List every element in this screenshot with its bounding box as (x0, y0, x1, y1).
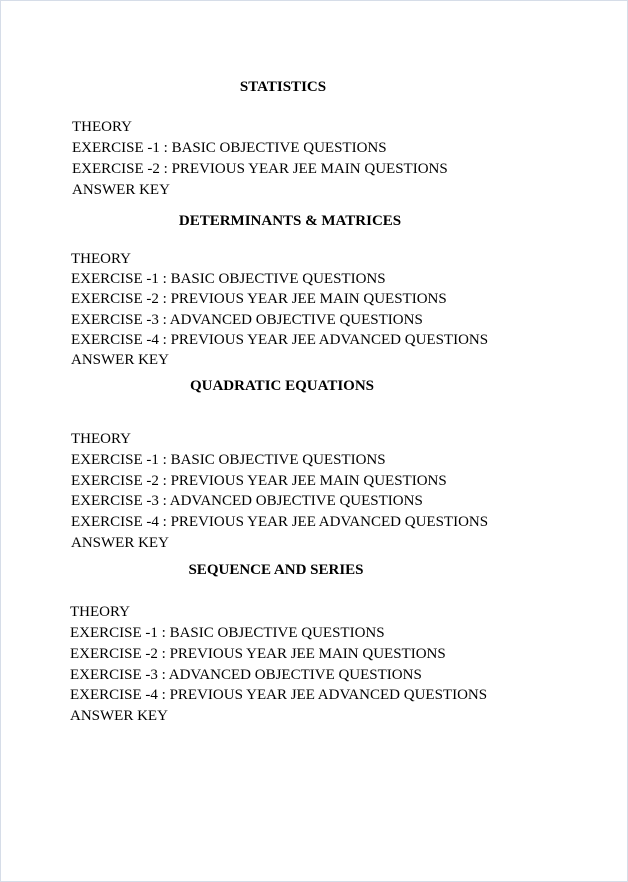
toc-item: EXERCISE -4 : PREVIOUS YEAR JEE ADVANCED QUESTIONS (71, 332, 489, 348)
toc-item: ANSWER KEY (71, 535, 169, 551)
toc-item: EXERCISE -1 : BASIC OBJECTIVE QUESTIONS (71, 452, 386, 468)
toc-item: EXERCISE -2 : PREVIOUS YEAR JEE MAIN QUESTIONS (70, 646, 446, 662)
section-title-quadratic-equations: QUADRATIC EQUATIONS (189, 378, 375, 394)
toc-item: EXERCISE -1 : BASIC OBJECTIVE QUESTIONS (71, 271, 386, 287)
toc-item: THEORY (71, 431, 131, 447)
toc-item: EXERCISE -1 : BASIC OBJECTIVE QUESTIONS (72, 140, 387, 156)
toc-item: EXERCISE -3 : ADVANCED OBJECTIVE QUESTIONS (71, 493, 423, 509)
section-title-statistics: STATISTICS (239, 79, 327, 95)
section-title-sequence-series: SEQUENCE AND SERIES (188, 562, 364, 578)
toc-item: ANSWER KEY (70, 708, 168, 724)
toc-item: ANSWER KEY (71, 352, 169, 368)
section-title-determinants-matrices: DETERMINANTS & MATRICES (178, 213, 402, 229)
toc-item: EXERCISE -4 : PREVIOUS YEAR JEE ADVANCED QUESTIONS (71, 514, 489, 530)
toc-item: THEORY (72, 119, 132, 135)
toc-item: EXERCISE -2 : PREVIOUS YEAR JEE MAIN QUESTIONS (72, 161, 448, 177)
toc-item: THEORY (71, 251, 131, 267)
toc-item: EXERCISE -3 : ADVANCED OBJECTIVE QUESTIONS (70, 667, 422, 683)
toc-item: ANSWER KEY (72, 182, 170, 198)
toc-item: EXERCISE -4 : PREVIOUS YEAR JEE ADVANCED QUESTIONS (70, 687, 488, 703)
toc-item: EXERCISE -2 : PREVIOUS YEAR JEE MAIN QUESTIONS (71, 291, 447, 307)
toc-item: EXERCISE -3 : ADVANCED OBJECTIVE QUESTIONS (71, 312, 423, 328)
toc-item: EXERCISE -1 : BASIC OBJECTIVE QUESTIONS (70, 625, 385, 641)
toc-item: THEORY (70, 604, 130, 620)
toc-item: EXERCISE -2 : PREVIOUS YEAR JEE MAIN QUESTIONS (71, 473, 447, 489)
